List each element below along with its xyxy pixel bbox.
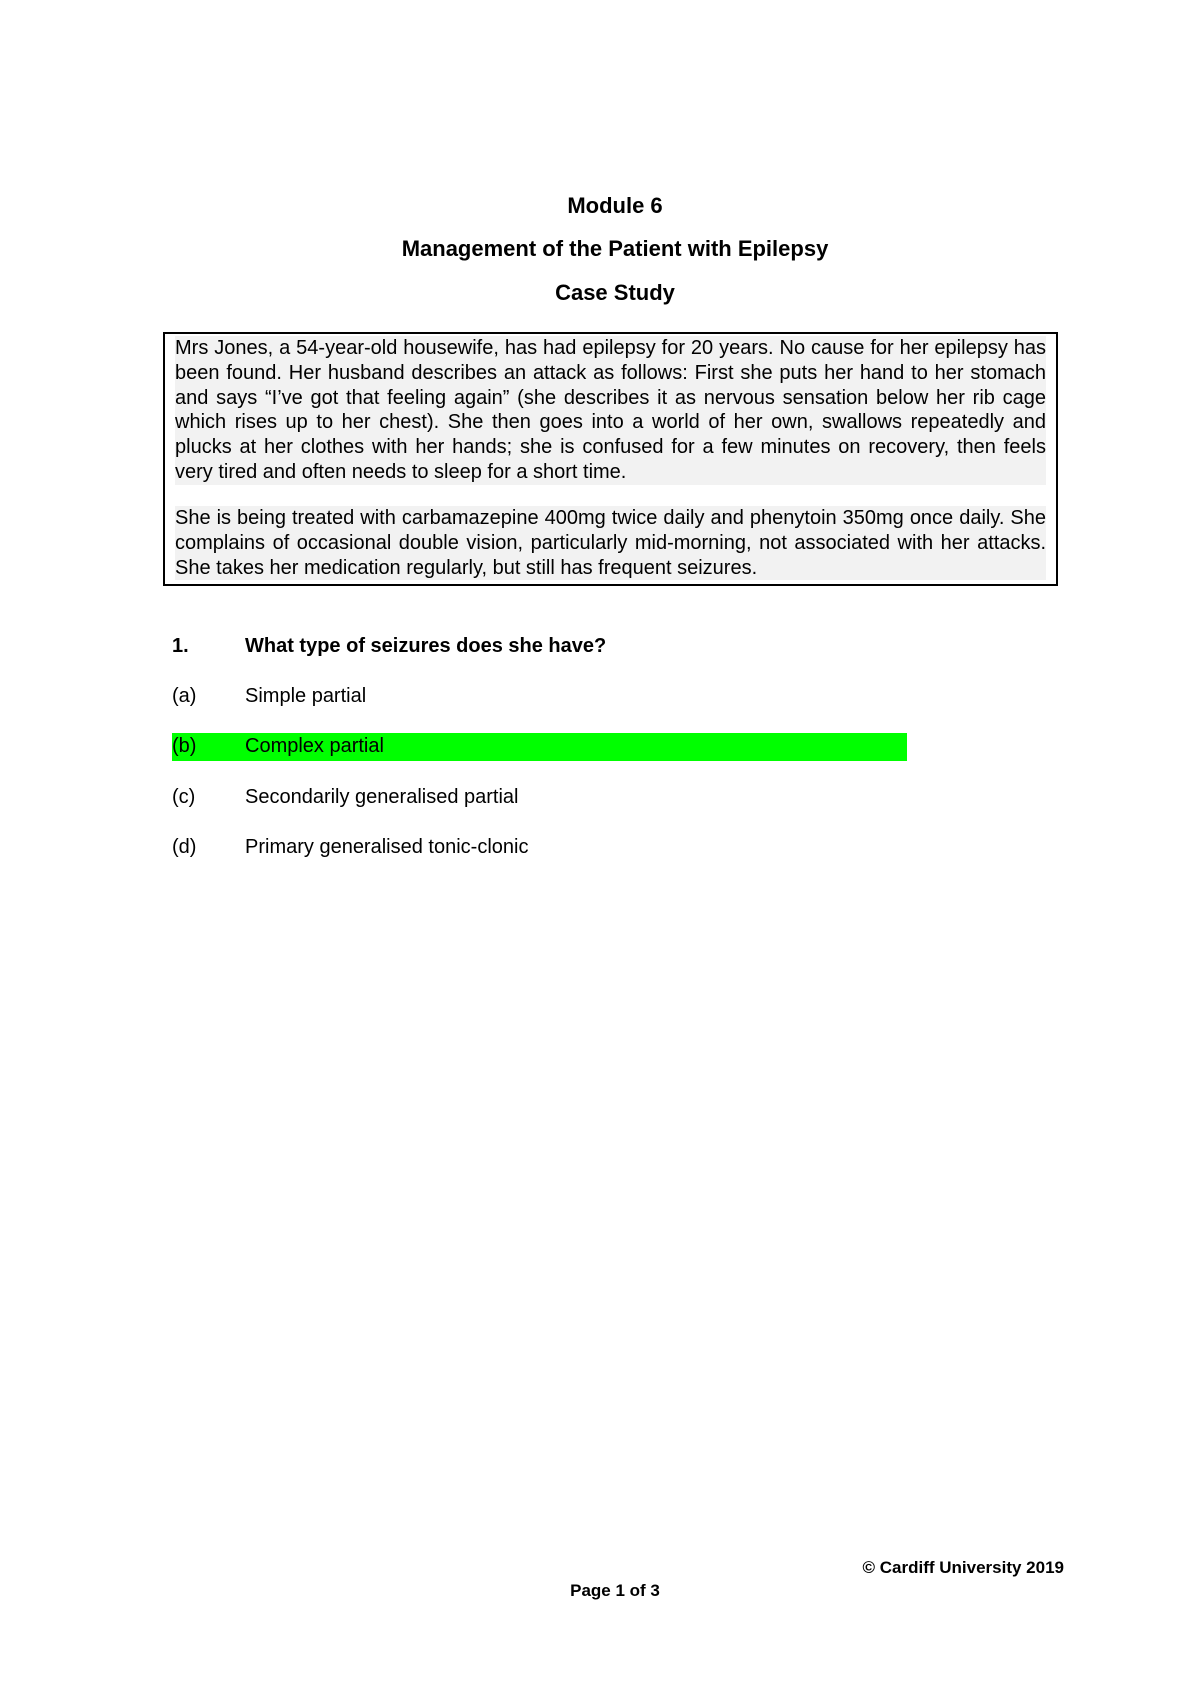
copyright-notice: © Cardiff University 2019 xyxy=(862,1558,1064,1577)
answer-option-d xyxy=(172,834,932,860)
question-heading xyxy=(172,633,932,659)
document-title: Management of the Patient with Epilepsy xyxy=(401,236,829,261)
option-label: (a) xyxy=(172,685,197,707)
question-number: 1. xyxy=(172,635,189,657)
option-text: Complex partial xyxy=(245,735,384,757)
answer-option-a xyxy=(172,683,932,709)
option-text: Simple partial xyxy=(245,685,367,707)
option-label: (b) xyxy=(172,735,197,757)
answer-option-c xyxy=(172,784,932,810)
option-label: (d) xyxy=(172,836,197,858)
question-text: What type of seizures does she have? xyxy=(245,635,607,657)
case-study-box xyxy=(163,332,1058,586)
case-paragraph-2: She is being treated with carbamazepine 400mg twice daily and phenytoin 350mg once daily. She complains of occasional double vision, particularly mid-morning, not associated with her attacks. She takes her medication regularly, but still has frequent seizures. xyxy=(175,507,1046,579)
option-text: Primary generalised tonic-clonic xyxy=(245,836,529,858)
case-paragraph-1: Mrs Jones, a 54-year-old housewife, has had epilepsy for 20 years. No cause for her epilepsy has been found. Her husband describes an attack as follows: First she puts her hand to her stomach and says “I’ve got that feeling again” (she describes it as nervous sensation below her rib cage which rises up to her chest). She then goes into a world of her own, swallows repeatedly and plucks at her clothes with her hands; she is confused for a few minutes on recovery, then feels very tired and often needs to sleep for a short time. xyxy=(175,337,1046,483)
option-label: (c) xyxy=(172,786,196,808)
answer-option-b-highlighted xyxy=(172,733,907,761)
section-subtitle: Case Study xyxy=(555,280,675,305)
page-number: Page 1 of 3 xyxy=(570,1581,660,1600)
option-text: Secondarily generalised partial xyxy=(245,786,519,808)
module-heading: Module 6 xyxy=(567,193,663,218)
